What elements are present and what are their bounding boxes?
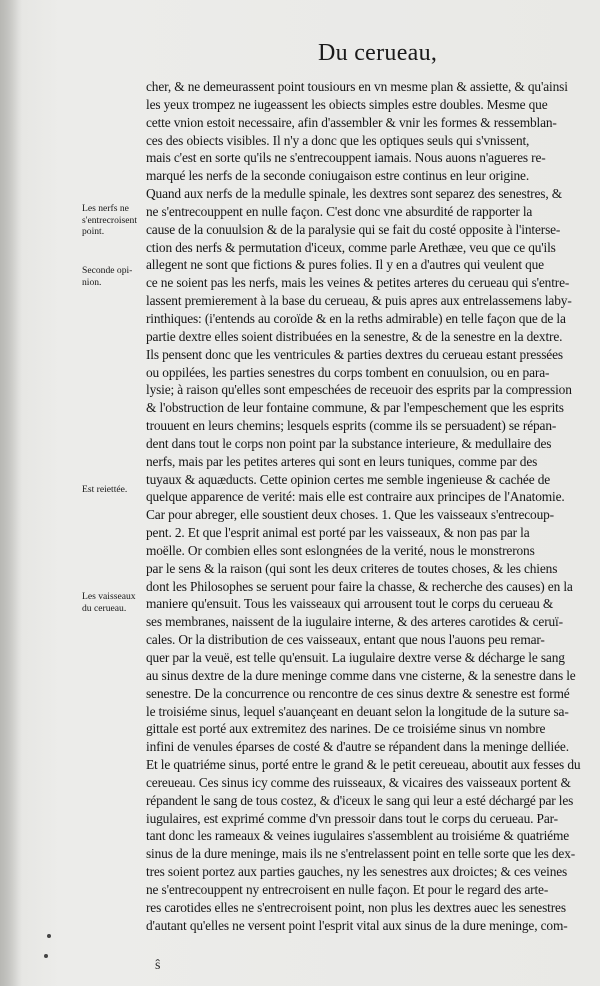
text-line: rinthiques: (i'entends au coroïde & en la reths admirable) en telle façon que de la [146,310,566,326]
text-line: maniere qu'ensuit. Tous les vaisseaux qui arrousent tout le corps du cerueau & [146,596,554,612]
gutter-shadow [0,0,22,986]
text-line: res carotides elles ne s'entrecroisent point, non plus les dextres auec les senestres [146,899,566,915]
text-line: marqué les nerfs de la seconde coniugaison estre continus en leur origine. [146,168,530,184]
text-line: ce ne soient pas les nerfs, mais les veines & petites arteres du cerueau qui s'entre- [146,275,570,291]
text-line: trouuent en leurs chemins; lesquels esprits (comme ils se persuadent) se répan- [146,418,557,434]
margin-note-line: point. [82,226,105,237]
text-line: quelque apparence de verité: mais elle est contraire aux principes de l'Anatomie. [146,489,565,505]
text-line: infini de venules éparses de costé & d'autre se répandent dans la meninge delliée. [146,739,569,755]
text-line: mais c'est en sorte qu'ils ne s'entrecouppent iamais. Nous auons n'agueres re- [146,150,546,166]
text-line: quer par la veuë, est telle qu'ensuit. La iugulaire dextre verse & décharge le sang [146,650,565,665]
text-line: cereueau. Ces sinus icy comme des ruisseaux, & vicaires des vaisseaux portent & [146,774,571,790]
text-line: Et le quatriéme sinus, porté entre le grand & le petit cereueau, aboutit aux fesses du [146,757,581,773]
text-line: Quand aux nerfs de la medulle spinale, les dextres sont separez des senestres, & [146,186,562,202]
text-line: senestre. De la concurrence ou rencontre de ces sinus dextre & senestre est formé [146,685,570,701]
text-line: cales. Or la distribution de ces vaisseaux, entant que nous l'auons peu remar- [146,632,545,648]
running-head: Du cerueau, [318,40,438,66]
text-line: Car pour abreger, elle soustient deux choses. 1. Que les vaisseaux s'entrecoup- [146,507,554,523]
margin-note-line: Est reiettée. [82,484,128,495]
text-line: ou oppilées, les parties senestres du corps tombent en conuulsion, ou en para- [146,364,550,380]
margin-note-line: du cerueau. [82,602,127,614]
text-line: par le sens & la raison (qui sont les deux criteres de toutes choses, & les chiens [146,560,558,576]
text-line: les yeux trompez ne iugeassent les obiects simples estre doubles. Mesme que [146,96,548,112]
margin-note-line: s'entrecroisent [82,214,138,226]
footer-mark: ŝ [155,958,161,973]
text-line: cette vnion estoit necessaire, afin d'assembler & vnir les formes & ressemblan- [146,114,557,130]
text-line: ces des obiects visibles. Il n'y a donc que les optiques seuls qui s'vnissent, [146,132,530,148]
text-line: pent. 2. Et que l'esprit animal est porté par les vaisseaux, & non pas par la [146,525,530,541]
text-line: sinus de la dure meninge, mais ils ne s'entrelassent point en telle sorte que les dex- [146,846,576,862]
text-line: tuyaux & aquæducts. Cette opinion certes me semble ingenieuse & cachée de [146,471,551,487]
text-line: dent dans tout le corps non point par la substance interieure, & medullaire des [146,435,552,451]
margin-note-line: Les vaisseaux [82,591,136,602]
text-line: nerfs, mais par les petites arteres qui sont en leurs tuniques, comme par des [146,453,538,469]
text-line: Ils pensent donc que les ventricules & parties dextres du cerueau estant pressées [146,346,563,362]
main-text-column [146,78,598,935]
text-line: partie dextre elles soient distribuées en la senestre, & de la senestre en la dextre. [146,328,563,344]
text-line: dont les Philosophes se seruent pour faire la chasse, & recherche des causes) en la [146,578,573,594]
text-line: ses membranes, naissent de la iugulaire interne, & des arteres carotides & ceruï- [146,614,563,630]
ink-speck [47,934,51,938]
text-line: d'autant qu'elles ne versent point l'esprit vital aux sinus de la dure meninge, com- [146,917,568,933]
margin-note-line: Les nerfs ne [82,203,129,214]
ink-speck [44,954,48,958]
text-line: iugulaires, est exprimé comme d'vn pressoir dans tout le corps du cerueau. Par- [146,810,558,826]
margin-note-line: nion. [82,276,102,288]
margin-note-reiettee [82,484,144,496]
text-line: le troisiéme sinus, lequel s'auançeant en deuant selon la longitude de la suture sa- [146,703,569,719]
text-line: lassent premierement à la base du cerueau, & puis apres aux entrelassemens laby- [146,293,572,309]
text-line: au sinus dextre de la dure meninge comme dans vne cisterne, & la senestre dans le [146,667,576,683]
margin-note-nerfs [82,203,144,238]
text-line: & l'obstruction de leur fontaine commune, & par l'empeschement que les esprits [146,400,564,416]
text-line: répandent le sang de tous costez, & d'iceux le sang qui leur a esté déchargé par les [146,792,574,808]
text-line: cause de la conuulsion & de la paralysie qui se fait du costé opposite à l'interse- [146,221,561,237]
text-line: tres soient portez aux parties gauches, ny les senestres aux droictes; & ces veines [146,864,568,880]
text-line: allegent ne sont que fictions & pures folies. Il y en a d'autres qui veulent que [146,257,544,273]
text-line: tant donc les rameaux & veines iugulaires s'assemblent au troisiéme & quatriéme [146,828,570,844]
margin-note-vaisseaux [82,591,144,614]
text-line: gittale est porté aux extremitez des narines. De ce troisiéme sinus vn nombre [146,721,546,737]
text-line: moëlle. Or combien elles sont eslongnées de la verité, nous le monstrerons [146,542,535,558]
text-line: ction des nerfs & permutation d'iceux, comme parle Arethæe, veu que ce qu'ils [146,239,556,255]
margin-note-seconde-opinion [82,265,144,288]
text-line: cher, & ne demeurassent point tousiours en vn mesme plan & assiette, & qu'ainsi [146,79,568,94]
text-line: ne s'entrecouppent ny entrecroisent en nulle façon. Et pour le regard des arte- [146,881,549,897]
margin-note-line: Seconde opi- [82,265,133,276]
text-line: lysie; à raison qu'elles sont empeschées de receuoir des esprits par la compression [146,382,572,398]
text-line: ne s'entrecouppent en nulle façon. C'est donc vne absurdité de rapporter la [146,203,533,219]
